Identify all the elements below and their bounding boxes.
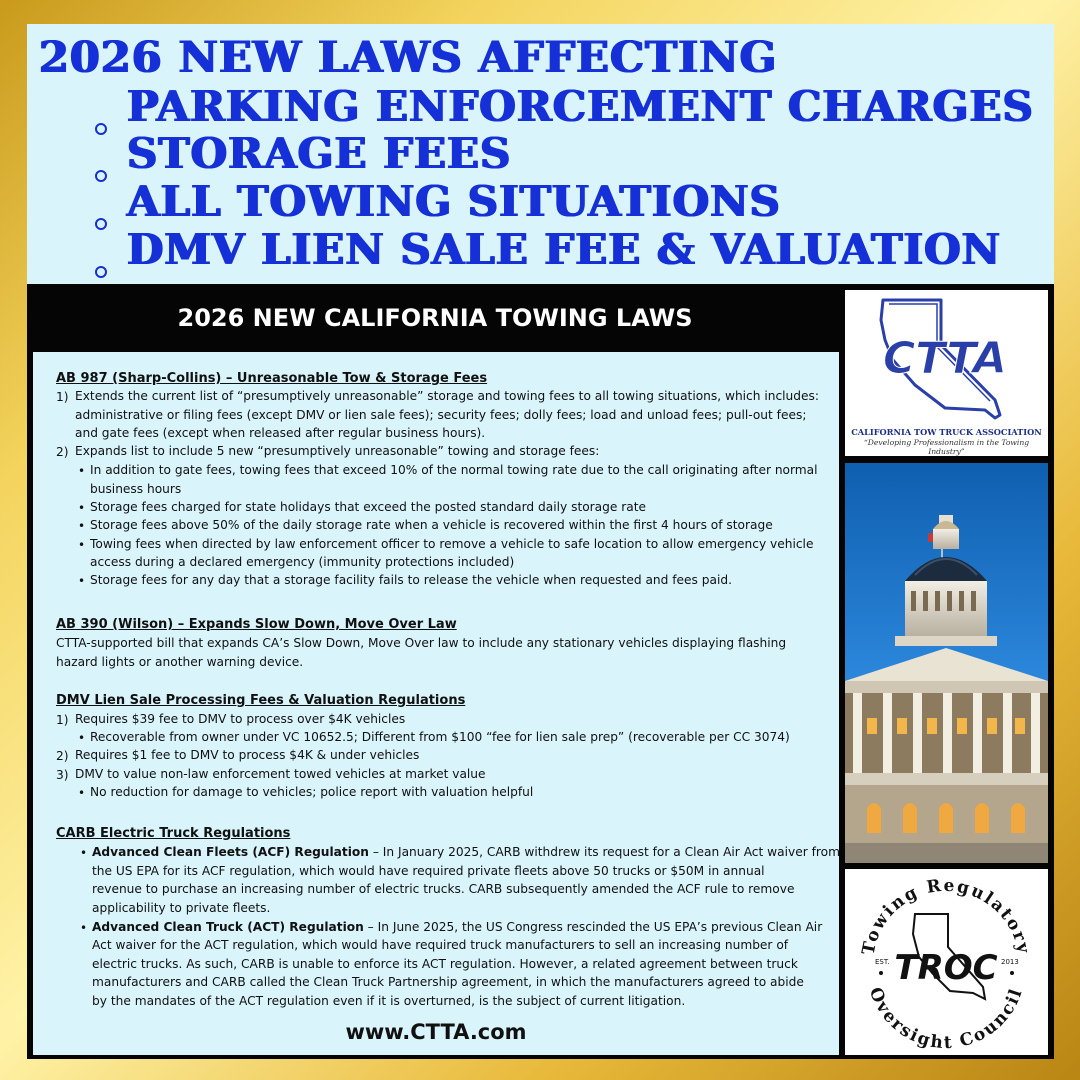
carb-acf-line: revenue to purchase an increasing number of electric trucks. CARB subsequently amended the ACF rule to remove bbox=[92, 882, 795, 896]
dmv-subitem: Recoverable from owner under VC 10652.5; Different from $100 “fee for lien sale prep” (recoverable per CC 3074) bbox=[90, 730, 790, 744]
bullet-dot: • bbox=[78, 464, 86, 478]
website-link[interactable]: www.CTTA.com bbox=[345, 1020, 527, 1044]
ab987-bullet-line: Storage fees for any day that a storage facility fails to release the vehicle when requested and fees paid. bbox=[90, 573, 732, 587]
troc-year: 2013 bbox=[1001, 958, 1019, 966]
ab390-line: CTTA-supported bill that expands CA’s Slow Down, Move Over law to include any stationary vehicles displaying flashing bbox=[56, 636, 787, 650]
carb-act-line: manufacturers and CARB called the Clean Truck Partnership agreement, in which the manufacturers agreed to abide bbox=[92, 975, 804, 989]
document-title: 2026 NEW CALIFORNIA TOWING LAWS bbox=[177, 304, 693, 332]
ab987-bullet-line: access during a declared emergency (immunity protections included) bbox=[90, 555, 515, 569]
headline-bullet bbox=[95, 170, 107, 182]
headline-bullet bbox=[95, 218, 107, 230]
bullet-dot: • bbox=[78, 574, 86, 588]
headline-item: ALL TOWING SITUATIONS bbox=[127, 177, 781, 226]
acf-text: – In January 2025, CARB withdrew its request for a Clean Air Act waiver from bbox=[368, 845, 840, 859]
troc-est: EST. bbox=[875, 958, 890, 966]
ab987-item1-line: Extends the current list of “presumptively unreasonable” storage and towing fees to all towing situations, which includes: bbox=[75, 389, 819, 403]
ab987-bullet-line: In addition to gate fees, towing fees that exceed 10% of the normal towing rate due to the call originating after normal bbox=[90, 463, 818, 477]
ab987-bullet-line: business hours bbox=[90, 482, 182, 496]
bullet-dot: • bbox=[78, 538, 86, 552]
section-heading-carb: CARB Electric Truck Regulations bbox=[56, 826, 291, 841]
act-label: Advanced Clean Truck (ACT) Regulation bbox=[92, 920, 364, 934]
act-text: – In June 2025, the US Congress rescinded the US EPA’s previous Clean Air bbox=[363, 920, 823, 934]
carb-act-line: by the mandates of the ACT regulation even if it is overturned, is the subject of current litigation. bbox=[92, 994, 686, 1008]
ctta-name: CALIFORNIA TOW TRUCK ASSOCIATION bbox=[851, 427, 1042, 437]
headline-bullet bbox=[95, 123, 107, 135]
capitol-building-image bbox=[845, 463, 1048, 863]
ab987-bullet-line: Storage fees above 50% of the daily storage rate when a vehicle is recovered within the first 4 hours of storage bbox=[90, 518, 773, 532]
list-number: 1) bbox=[56, 713, 69, 727]
section-heading-dmv: DMV Lien Sale Processing Fees & Valuation Regulations bbox=[56, 693, 466, 708]
section-heading-ab987: AB 987 (Sharp-Collins) – Unreasonable Tow & Storage Fees bbox=[56, 371, 488, 386]
headline-panel bbox=[27, 24, 1054, 284]
troc-letters: TROC bbox=[894, 948, 998, 988]
acf-label: Advanced Clean Fleets (ACF) Regulation bbox=[92, 845, 369, 859]
ab390-line: hazard lights or another warning device. bbox=[56, 655, 304, 669]
ab987-bullet-line: Storage fees charged for state holidays that exceed the posted standard daily storage rate bbox=[90, 500, 647, 514]
bullet-dot: • bbox=[78, 501, 86, 515]
troc-bottom-arc: Oversight Council bbox=[864, 984, 1028, 1054]
ab987-item2-line: Expands list to include 5 new “presumptively unreasonable” towing and storage fees: bbox=[75, 444, 600, 458]
carb-act-line: Act waiver for the ACT regulation, which would have required truck manufacturers to sell an increasing number of bbox=[92, 938, 789, 952]
headline-item: PARKING ENFORCEMENT CHARGES bbox=[127, 82, 1034, 131]
troc-logo bbox=[845, 869, 1048, 1055]
bullet-dot: • bbox=[78, 519, 86, 533]
bullet-dot: • bbox=[78, 731, 86, 745]
ab987-item1-line: and gate fees (except when released after regular business hours). bbox=[75, 426, 486, 440]
carb-act-line: electric trucks. As such, CARB is unable to enforce its ACT regulation. However, a related agreement between truck bbox=[92, 957, 798, 971]
list-number: 1) bbox=[56, 390, 69, 404]
troc-top-arc: Towing Regulatory bbox=[858, 875, 1034, 957]
headline-item: DMV LIEN SALE FEE & VALUATION bbox=[127, 225, 1002, 274]
ab987-bullet-line: Towing fees when directed by law enforcement officer to remove a vehicle to safe location to allow emergency vehicle bbox=[90, 537, 814, 551]
dmv-subitem: No reduction for damage to vehicles; police report with valuation helpful bbox=[90, 785, 534, 799]
svg-text:Oversight Council bbox=[865, 985, 1027, 1054]
list-number: 2) bbox=[56, 749, 69, 763]
svg-text:Towing Regulatory bbox=[859, 876, 1034, 957]
bullet-dot: • bbox=[80, 846, 88, 860]
ctta-tagline: “Developing Professionalism in the Towing Industry” bbox=[863, 438, 1030, 456]
ctta-logo bbox=[845, 290, 1048, 456]
ab987-item1-line: administrative or filing fees (except DMV or lien sale fees); security fees; dolly fees; load and unload fees; pull-out fees; bbox=[75, 408, 807, 422]
document-body bbox=[33, 352, 839, 1055]
headline-title: 2026 NEW LAWS AFFECTING bbox=[39, 33, 778, 83]
bullet-dot: • bbox=[78, 786, 86, 800]
carb-acf-line: applicability to private fleets. bbox=[92, 901, 271, 915]
section-heading-ab390: AB 390 (Wilson) – Expands Slow Down, Move Over Law bbox=[56, 617, 457, 632]
dmv-item: Requires $1 fee to DMV to process $4K & under vehicles bbox=[75, 748, 420, 762]
list-number: 2) bbox=[56, 445, 69, 459]
headline-item: STORAGE FEES bbox=[127, 129, 512, 178]
dmv-item: Requires $39 fee to DMV to process over $4K vehicles bbox=[75, 712, 406, 726]
carb-acf-line bbox=[92, 846, 840, 858]
troc-seal bbox=[845, 869, 1048, 1055]
headline-bullet bbox=[95, 266, 107, 278]
list-number: 3) bbox=[56, 768, 69, 782]
bullet-dot: • bbox=[80, 921, 88, 935]
dmv-item: DMV to value non-law enforcement towed vehicles at market value bbox=[75, 767, 486, 781]
carb-acf-line: the US EPA for its ACF regulation, which would have required private fleets above 50 trucks or $50M in annual bbox=[92, 864, 765, 878]
carb-act-line bbox=[92, 921, 822, 933]
ctta-letters: CTTA bbox=[883, 333, 1007, 384]
